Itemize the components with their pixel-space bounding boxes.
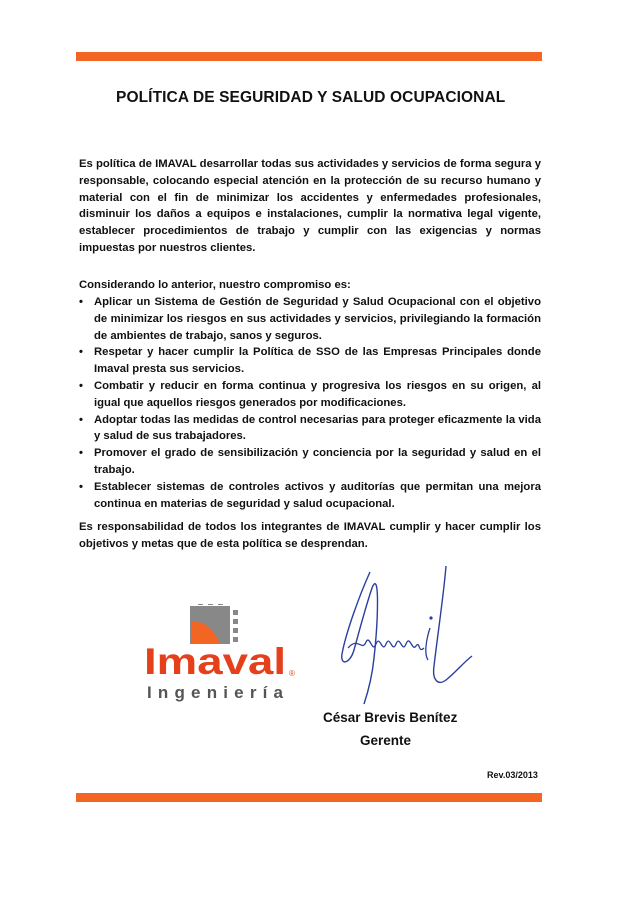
gear-tooth [233,628,238,633]
gear-tooth [233,610,238,615]
logo-wordmark: Imaval [144,641,286,682]
commitment-text: Aplicar un Sistema de Gestión de Seguridad y Salud Ocupacional con el objetivo de minimizar los riesgos en sus actividades y servicios, privilegiando la formación de ambientes de trabajo, sanos y seguros. [94,296,541,342]
signature-dot [429,616,432,619]
bullet-icon: • [79,379,83,392]
revision-label: Rev.03/2013 [487,770,538,780]
closing-paragraph: Es responsabilidad de todos los integrantes de IMAVAL cumplir y hacer cumplir los objetivos y metas que de esta política se desprendan. [79,521,541,550]
logo-tagline: Ingeniería [147,683,283,702]
gear-tooth [233,619,238,624]
bullet-icon: • [79,346,83,359]
signature-scribble [334,562,474,712]
signer-role: Gerente [360,733,412,748]
commitment-item [79,412,541,446]
signature-stroke [426,628,430,660]
commitment-item [79,479,541,513]
commitment-heading: Considerando lo anterior, nuestro compromiso es: [79,279,351,291]
gear-icon [190,604,238,644]
signer-name: César Brevis Benítez [323,710,458,725]
commitment-text: Adoptar todas las medidas de control necesarias para proteger eficazmente la vida y salud de sus trabajadores. [94,413,541,443]
policy-intro-paragraph: Es política de IMAVAL desarrollar todas sus actividades y servicios de forma segura y responsable, colocando especial atención en la protección de su recurso humano y material con el fin de minimizar los accidentes y enfermedades profesionales, disminuir los daños a equipos e instalaciones, cumplir la normativa legal vigente, establecer procedimientos de trabajo y cumplir con las exigencias y normas impuestas por nuestros clientes. [79,158,541,254]
commitment-text: Promover el grado de sensibilización y conciencia por la seguridad y salud en el trabajo. [94,447,541,476]
gear-tooth [198,604,203,605]
signature-stroke [342,572,378,704]
imaval-wordmark [144,641,295,702]
top-orange-bar [76,52,542,61]
commitment-item [79,344,541,378]
signature-stroke [434,566,472,682]
bullet-icon: • [79,447,83,460]
commitment-item [79,378,541,412]
commitment-text: Respetar y hacer cumplir la Política de SSO de las Empresas Principales donde Imaval presta sus servicios. [94,346,541,376]
gear-tooth [218,604,223,605]
page-title: POLÍTICA DE SEGURIDAD Y SALUD OCUPACIONAL [116,89,506,106]
registered-mark: ® [289,669,295,678]
commitment-list [79,294,541,512]
gear-tooth [208,604,213,605]
bullet-icon: • [79,413,83,426]
imaval-logo [144,604,304,704]
commitment-text: Combatir y reducir en forma continua y progresiva los riesgos en su origen, al igual que aquellos riesgos generados por modificaciones. [94,379,541,409]
commitment-text: Establecer sistemas de controles activos y auditorías que permitan una mejora continua en materias de seguridad y salud ocupacional. [94,480,541,510]
commitment-item [79,294,541,344]
commitment-item [79,445,541,479]
bullet-icon: • [79,480,83,493]
bottom-orange-bar [76,793,542,802]
bullet-icon: • [79,296,83,308]
signature-stroke [348,640,424,649]
